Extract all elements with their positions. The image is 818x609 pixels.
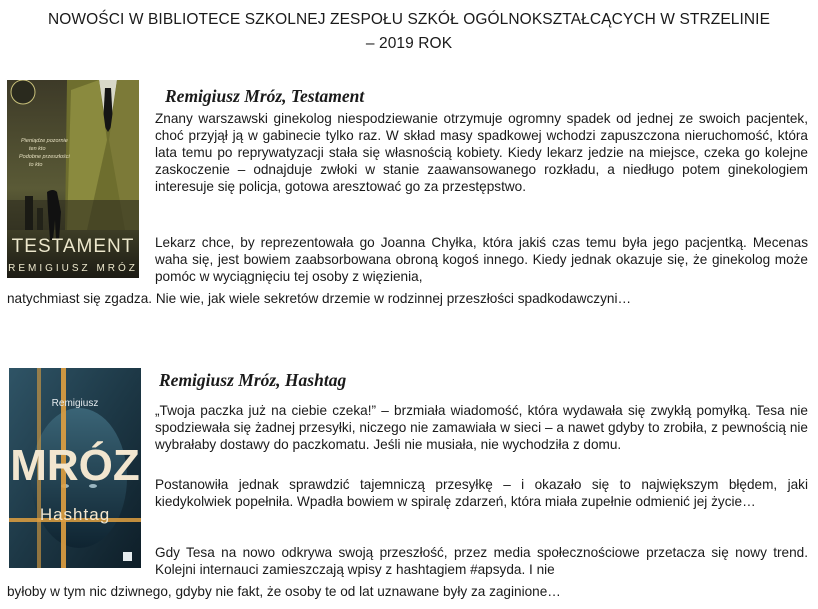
book2-paragraph3: Gdy Tesa na nowo odkrywa swoją przeszłość, przez media społecznościowe przetacza się nowy trend. Kolejni internauci zamieszczają wpisy z hashtagiem #apsyda. I nie xyxy=(155,545,808,577)
book2-paragraph2: Postanowiła jednak sprawdzić tajemniczą przesyłkę – i okazało się to największym błędem, jaki kiedykolwiek popełniła. Wpadła bowiem w spiralę zdarzeń, która miała zupełnie odmienić jej życie… xyxy=(155,477,808,509)
cover-author-big: MRÓZ xyxy=(10,441,140,490)
book2-paragraph1: „Twoja paczka już na ciebie czeka!” – brzmiała wiadomość, która wydawała się zwykłą pomyłką. Tesa nie spodziewała się żadnej przesyłki, niczego nie zamawiała w sieci – a nawet gdyby to zrobiła, z pewnością nie wybrałaby dostawy do paczkomatu. Jeśli nie musiała, nie wychodziła z domu. xyxy=(155,403,808,452)
page-title-line2: – 2019 ROK xyxy=(365,35,453,52)
book-cover-testament xyxy=(7,80,139,278)
cover-tagline3: Podobne przeszłości xyxy=(19,154,70,160)
book2-paragraph4: byłoby w tym nic dziwnego, gdyby nie fakt, że osoby te od lat uznawane były za zaginione… xyxy=(7,584,561,599)
publisher-logo-icon xyxy=(123,552,132,561)
cover-title: TESTAMENT xyxy=(11,236,135,257)
book-title-testament: Remigiusz Mróz, Testament xyxy=(165,86,365,106)
book-title-hashtag: Remigiusz Mróz, Hashtag xyxy=(159,370,347,390)
cover-author-small: Remigiusz xyxy=(51,398,99,409)
page-title xyxy=(0,8,818,56)
cover-tagline4: to kto xyxy=(29,162,43,168)
book-cover-hashtag xyxy=(9,368,141,568)
book1-paragraph2: Lekarz chce, by reprezentowała go Joanna Chyłka, która jakiś czas temu była jego pacjentką. Mecenas waha się, jest bowiem zaabsorbowana obroną kogoś innego. Kiedy jednak okazuje się, że ginekolog może pomóc w wyciągnięciu tej osoby z więzienia, xyxy=(155,235,808,284)
cover-tagline1: Pieniądze pozornie xyxy=(21,138,68,144)
cover-tagline2: ten kto xyxy=(29,146,46,152)
book1-paragraph1: Znany warszawski ginekolog niespodziewanie otrzymuje ogromny spadek od jednej ze swoich pacjentek, choć przyjął ją w gabinecie tylko raz. W skład masy spadkowej wchodzi zapuszczona nieruchomość, która lata temu po reprywatyzacji stała się własnością kobiety. Kiedy lekarz jedzie na miejsce, czeka go kolejne zaskoczenie – odnajduje zwłoki w stanie zaawansowanego rozkładu, a niedługo potem ginekologiem interesuje się policja, gotowa aresztować go za przestępstwo. xyxy=(155,111,808,194)
page-title-line1: NOWOŚCI W BIBLIOTECE SZKOLNEJ ZESPOŁU SZKÓŁ OGÓLNOKSZTAŁCĄCYCH W STRZELINIE xyxy=(47,11,771,28)
cover-author: REMIGIUSZ MRÓZ xyxy=(8,263,138,274)
book1-paragraph3: natychmiast się zgadza. Nie wie, jak wiele sekretów drzemie w rodzinnej przeszłości spadkodawczyni… xyxy=(7,291,632,306)
cover-title-hashtag: Hashtag xyxy=(39,505,111,524)
